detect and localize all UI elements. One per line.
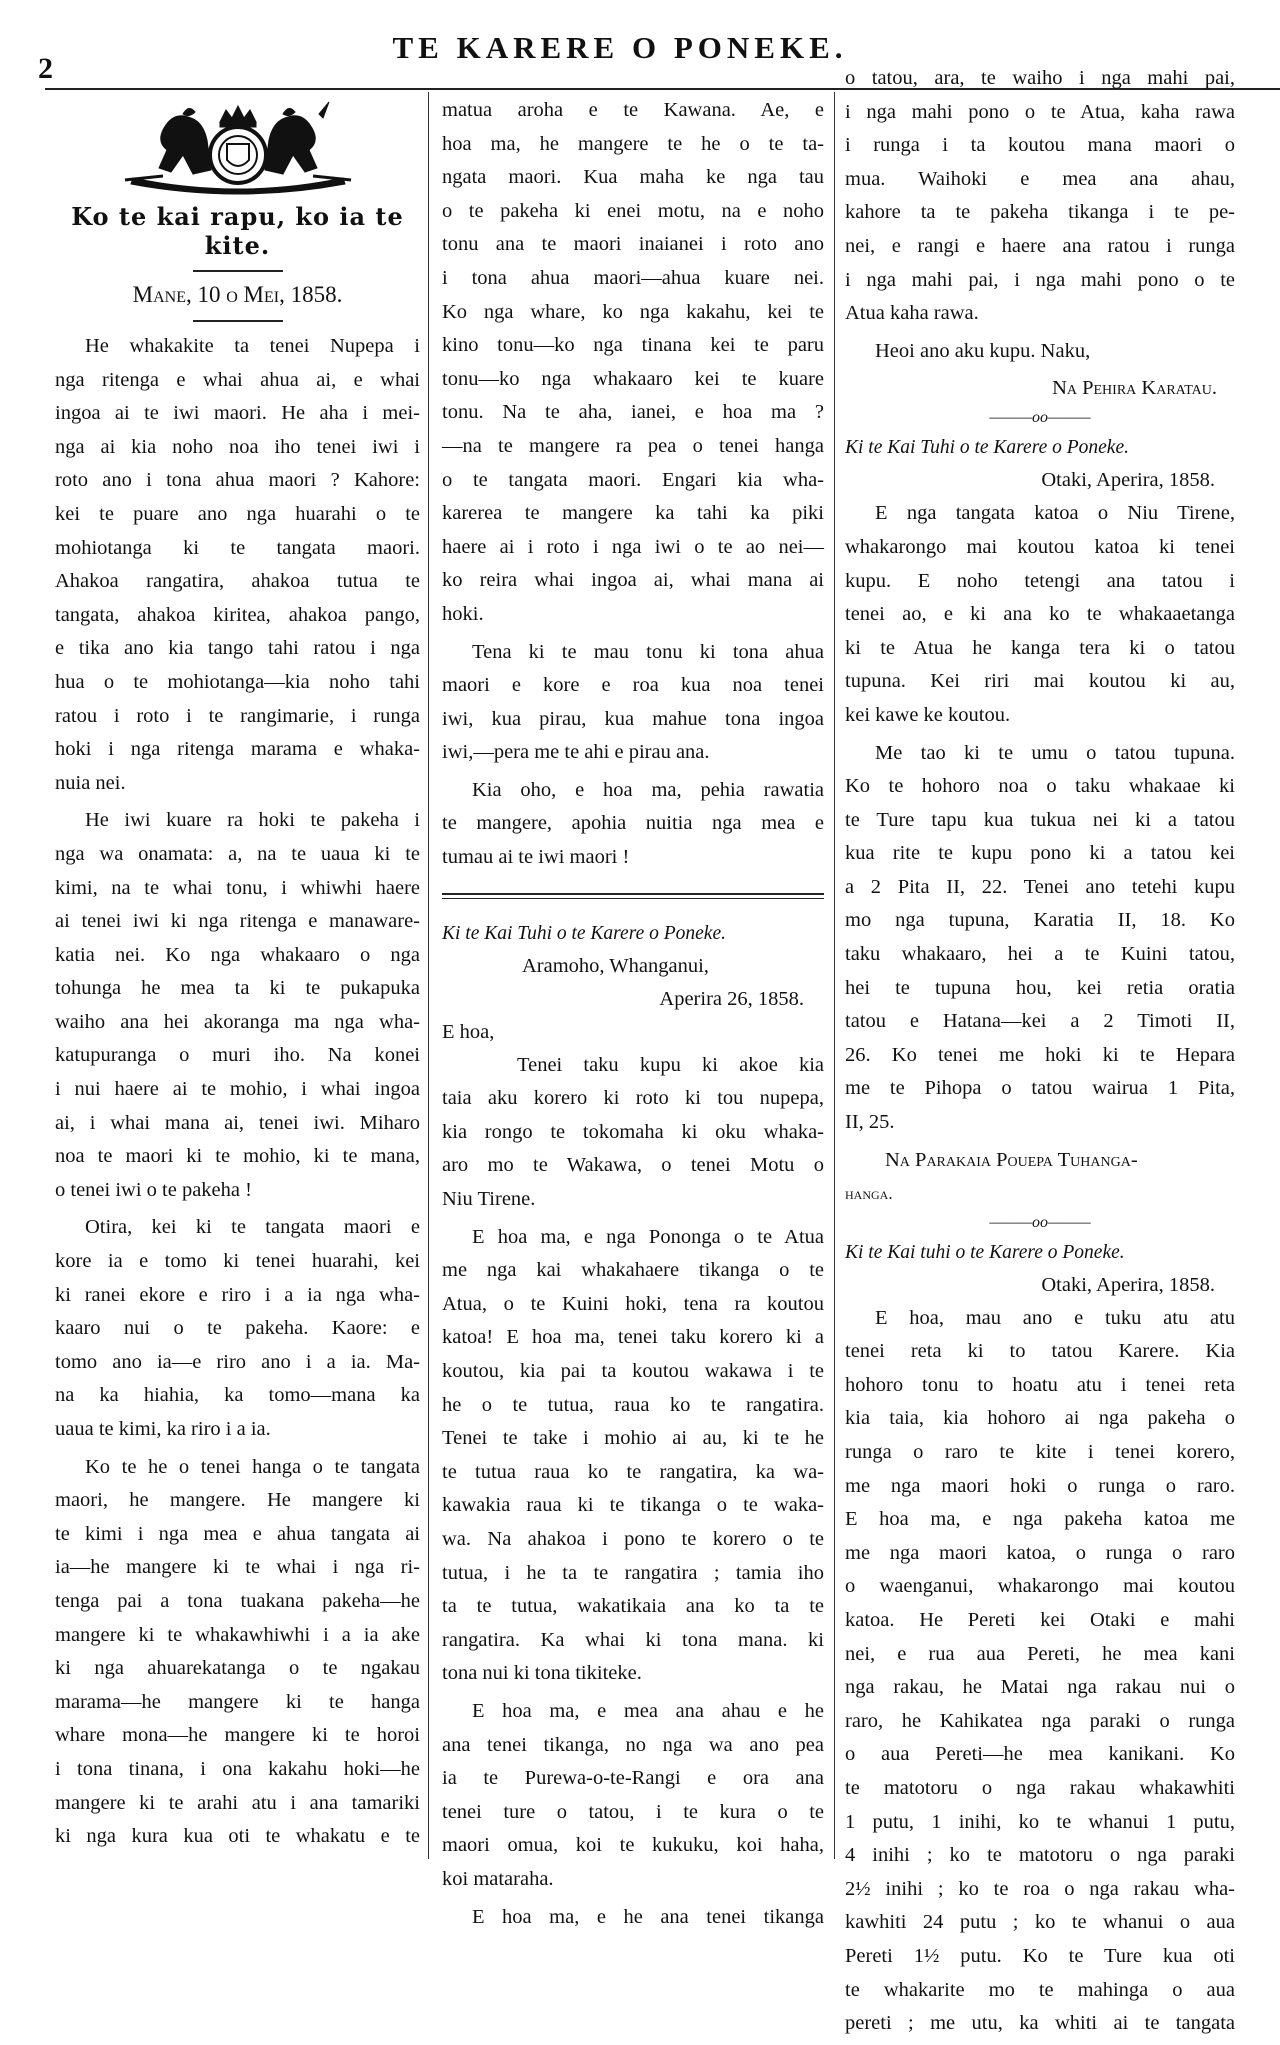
masthead-motto: Ko te kai rapu, ko ia te kite.: [71, 202, 404, 260]
text-line: wa. Na ahakoa i pono te korero o te: [442, 1527, 824, 1550]
text-line: tonu—ko nga whakaaro kei te kuare: [442, 367, 824, 390]
column-divider: [428, 92, 429, 1859]
text-line: te mangere, apohia nuitia nga mea e: [442, 812, 824, 835]
text-line: E hoa, mau ano e tuku atu atu: [875, 1306, 1235, 1329]
text-line: me nga maori katoa, o runga o raro: [845, 1541, 1235, 1564]
letter-signature: hanga.: [845, 1183, 893, 1203]
paragraph-gap: [55, 1854, 420, 1858]
column-divider: [834, 92, 835, 1859]
text-line: uaua te kimi, ka riro i a ia.: [55, 1418, 271, 1440]
text-line: i tona tinana, i ona kakahu hoki—he: [55, 1757, 420, 1780]
text-line: ratou i roto i te rangimarie, i runga: [55, 704, 420, 727]
text-line: tohunga he mea ta ki te pukapuka: [55, 977, 420, 1000]
article-paragraph: [442, 1221, 824, 1691]
text-line: hohoro tonu to hoatu atu i tenei reta: [845, 1373, 1235, 1396]
text-line: Atua, o te Kuini hoki, tena ra koutou: [442, 1292, 824, 1315]
masthead-title: TE KARERE O PONEKE.: [392, 30, 848, 65]
text-line: karerea te mangere ka tahi ka piki: [442, 502, 824, 525]
text-line: ki te Atua he kanga tera ki o tatou: [845, 636, 1235, 659]
text-line: 2½ inihi ; ko te roa o nga rakau wha-: [845, 1877, 1235, 1900]
paragraph-gap: [442, 875, 824, 879]
text-line: II, 25.: [845, 1111, 895, 1134]
text-line: nei, e rangi e haere ana ratou i runga: [845, 234, 1235, 257]
text-line: runga o raro te kite i tenei korero,: [845, 1441, 1235, 1463]
text-line: tomo ano ia—e riro ano i a ia. Ma-: [55, 1350, 420, 1373]
text-line: hei te tupuna hou, kei retia oratia: [845, 976, 1235, 999]
text-line: o aua Pereti—he mea kanikani. Ko: [845, 1743, 1235, 1766]
text-line: Ahakoa rangatira, ahakoa tutua te: [55, 570, 420, 593]
text-line: He iwi kuare ra hoki te pakeha i: [85, 809, 420, 832]
text-line: Tenei te take i mohio ai au, ki te he: [442, 1427, 824, 1450]
article-paragraph: [845, 1302, 1235, 2041]
text-line: me te Pihopa o tatou wairua 1 Pita,: [845, 1077, 1235, 1100]
text-line: te matotoru o nga rakau whakawhiti: [845, 1776, 1235, 1799]
page-number: 2: [38, 52, 53, 85]
paragraph-gap: [845, 2041, 1235, 2045]
letter-date: Otaki, Aperira, 1858.: [1041, 1273, 1215, 1296]
text-line: kei te puare ano nga huarahi o te: [55, 502, 420, 525]
article-paragraph: [845, 737, 1235, 1140]
text-line: me nga maori hoki o runga o raro.: [845, 1474, 1235, 1497]
text-line: haere ai i roto i nga iwi o te ao nei—: [442, 535, 824, 558]
text-line: mohiotanga ki te tangata maori.: [55, 536, 420, 559]
text-line: e tika ano kia tango tahi ratou i nga: [55, 637, 420, 660]
letter-signature: Na Parakaia Pouepa Tuhanga-: [885, 1148, 1138, 1171]
text-line: o tatou, ara, te waiho i nga mahi pai,: [845, 67, 1235, 89]
letter-place: Aramoho, Whanganui,: [522, 954, 709, 977]
section-ornament: ———oo———: [989, 1213, 1091, 1231]
text-line: E nga tangata katoa o Niu Tirene,: [875, 502, 1235, 525]
coat-of-arms-emblem: [55, 100, 420, 196]
coat-of-arms-icon: [123, 100, 353, 196]
text-line: pereti ; me utu, ka whiti ai te tangata: [845, 2012, 1235, 2035]
text-line: maori, he mangere. He mangere ki: [55, 1489, 420, 1512]
text-line: katupuranga o muri iho. Na konei: [55, 1044, 420, 1067]
text-line: mangere ki te whakawhiwhi i a ia ake: [55, 1623, 420, 1646]
text-line: 26. Ko tenei me hoki ki te Hepara: [845, 1043, 1235, 1066]
text-line: tonu ana te maori inaianei i roto ano: [442, 233, 824, 256]
article-paragraph: [55, 330, 420, 800]
text-line: nuia nei.: [55, 771, 126, 794]
article-paragraph: [845, 497, 1235, 732]
text-line: kore ia e tomo ki tenei huarahi, kei: [55, 1250, 420, 1273]
text-line: E hoa ma, e nga pakeha katoa me: [845, 1508, 1235, 1531]
text-line: hoki i nga ritenga marama e whaka-: [55, 738, 420, 761]
text-line: me nga kai whakahaere tikanga o te: [442, 1259, 824, 1282]
article-paragraph: [845, 335, 1235, 369]
text-line: kia rongo te tokomaha ki oku whaka-: [442, 1120, 824, 1143]
text-line: noa te maori ki te mohio, ki te mana,: [55, 1145, 420, 1168]
text-line: tutua, i he ta te rangatira ; tamia iho: [442, 1561, 824, 1584]
text-line: whare mona—he mangere ki te horoi: [55, 1724, 420, 1747]
text-line: kawakia raua ki te tikanga o te waka-: [442, 1494, 824, 1517]
text-line: tumau ai te iwi maori !: [442, 846, 630, 869]
text-line: roto ano i tona ahua maori ? Kahore:: [55, 469, 420, 492]
text-line: Tenei taku kupu ki akoe kia: [517, 1053, 824, 1076]
text-line: tenei reta ki to tatou Karere. Kia: [845, 1340, 1235, 1363]
text-line: Tena ki te mau tonu ki tona ahua: [472, 640, 824, 663]
text-line: whakarongo mai koutou katoa ki tenei: [845, 535, 1235, 558]
text-line: nga rakau, he Matai nga rakau nui o: [845, 1676, 1235, 1699]
article-paragraph: [442, 636, 824, 770]
text-line: maori e kore e roa kua noa tenei: [442, 674, 824, 697]
text-line: kaaro nui o te pakeha. Kaore: e: [55, 1317, 420, 1340]
text-line: mua. Waihoki e mea ana ahau,: [845, 167, 1235, 190]
text-line: Kia oho, e hoa ma, pehia rawatia: [472, 778, 824, 801]
text-line: 4 inihi ; ko te matotoru o nga paraki: [845, 1844, 1235, 1867]
text-line: ia te Purewa-o-te-Rangi e ora ana: [442, 1767, 824, 1790]
text-line: kua rite te kupu pono ki a tatou kei: [845, 842, 1235, 865]
text-line: Ko te hohoro noa o taku whakaae ki: [845, 775, 1235, 798]
article-paragraph: [55, 1211, 420, 1446]
text-line: kupu. E noho tetengi ana tatou i: [845, 569, 1235, 592]
column-2: [442, 94, 824, 1938]
text-line: na ka hiahia, ka tomo—mana ka: [55, 1384, 420, 1407]
text-line: Heoi ano aku kupu. Naku,: [875, 339, 1091, 362]
text-line: E hoa ma, e nga Pononga o te Atua: [472, 1225, 824, 1248]
text-line: i nga mahi pai, i nga mahi pono o te: [845, 268, 1235, 291]
text-line: i nui haere ai te mohio, i whai ingoa: [55, 1078, 420, 1101]
article-paragraph: [55, 804, 420, 1207]
text-line: ai tenei iwi ki nga ritenga e manaware-: [55, 910, 420, 933]
text-line: te kimi i nga mea e ahua tangata ai: [55, 1522, 420, 1545]
text-line: te whakarite mo te mahinga o aua: [845, 1978, 1235, 2001]
text-line: o tenei iwi o te pakeha !: [55, 1178, 252, 1201]
article-paragraph: [845, 62, 1235, 331]
text-line: nga wa onamata: a, na te uaua ki te: [55, 842, 420, 865]
text-line: katoa. He Pereti kei Otaki e mahi: [845, 1608, 1235, 1631]
letter-salutation: E hoa,: [442, 1020, 495, 1043]
text-line: mo nga tupuna, Karatia II, 18. Ko: [845, 909, 1235, 932]
text-line: te tutua raua ko te rangatira, ka wa-: [442, 1460, 824, 1483]
article-paragraph: [442, 94, 824, 632]
article-paragraph: [442, 1695, 824, 1897]
text-line: aro mo te Wakawa, o tenei Motu o: [442, 1154, 824, 1177]
text-line: ta te tutua, wakatikaia ana ko ta te: [442, 1595, 824, 1618]
text-line: matua aroha e te Kawana. Ae, e: [442, 99, 824, 121]
text-line: nga ritenga e whai ahua ai, e whai: [55, 368, 420, 391]
text-line: mangere ki te arahi atu i ana tamariki: [55, 1791, 420, 1814]
article-paragraph: [442, 1049, 824, 1217]
text-line: kimi, na te whai tonu, i whiwhi haere: [55, 876, 420, 899]
text-line: ingoa ai te iwi maori. He aha i mei-: [55, 402, 420, 425]
text-line: ki nga ahuarekatanga o te ngakau: [55, 1657, 420, 1680]
letter-signature: Na Pehira Karatau.: [1052, 377, 1217, 400]
article-paragraph: [442, 774, 824, 875]
text-line: 1 putu, 1 inihi, ko te whanui 1 putu,: [845, 1810, 1235, 1833]
letter-heading: Ki te Kai Tuhi o te Karere o Poneke.: [845, 437, 1129, 459]
text-line: taku whakaaro, hei a te Kuini tatou,: [845, 943, 1235, 966]
text-line: te Ture tapu kua tukua nei ki a tatou: [845, 808, 1235, 831]
paragraph-gap: [442, 1934, 824, 1938]
text-line: rangatira. Ka whai ki tona mana. ki: [442, 1628, 824, 1651]
text-line: raro, he Kahikatea nga paraki o runga: [845, 1709, 1235, 1732]
letter-heading: Ki te Kai Tuhi o te Karere o Poneke.: [442, 922, 726, 944]
text-line: ki nga kura kua oti te whakatu e te: [55, 1825, 420, 1848]
text-line: o te pakeha ki enei motu, na e noho: [442, 199, 824, 222]
text-line: hoki.: [442, 602, 484, 625]
text-line: katia nei. Ko nga whakaaro o nga: [55, 943, 420, 966]
letter-date: Otaki, Aperira, 1858.: [1041, 469, 1215, 492]
text-line: he o te tutua, raua ko te rangatira.: [442, 1393, 824, 1416]
text-line: ia—he mangere ki te whai i nga ri-: [55, 1556, 420, 1579]
text-line: tangata, ahakoa kiritea, ahakoa pango,: [55, 603, 420, 626]
text-line: E hoa ma, e mea ana ahau e he: [472, 1699, 824, 1722]
text-line: o te tangata maori. Engari kia wha-: [442, 468, 824, 491]
text-line: ko reira whai ingoa ai, whai mana ai: [442, 569, 824, 592]
text-line: iwi,—pera me te ahi e pirau ana.: [442, 741, 710, 764]
text-line: waiho ana hei akoranga ma nga wha-: [55, 1010, 420, 1033]
text-line: ki ranei ekore e riro i a ia nga wha-: [55, 1283, 420, 1306]
text-line: tupuna. Kei riri mai koutou ki au,: [845, 670, 1235, 693]
text-line: E hoa ma, e he ana tenei tikanga: [472, 1905, 824, 1928]
article-paragraph: [55, 1451, 420, 1854]
text-line: kahore ta te pakeha tikanga i te pe-: [845, 201, 1235, 224]
column-1: [55, 98, 420, 1858]
text-line: marama—he mangere ki te hanga: [55, 1690, 420, 1713]
text-line: koi mataraha.: [442, 1867, 554, 1890]
text-line: tenei ture o tatou, i te kura o te: [442, 1800, 824, 1823]
text-line: Niu Tirene.: [442, 1188, 536, 1211]
text-line: i nga mahi pono o te Atua, kaha rawa: [845, 100, 1235, 123]
text-line: Me tao ki te umu o tatou tupuna.: [875, 741, 1235, 764]
text-line: i tona ahua maori—ahua kuare nei.: [442, 266, 824, 289]
text-line: hua o te mohiotanga—kia noho tahi: [55, 670, 420, 693]
column-3: [845, 62, 1235, 2045]
letter-heading: Ki te Kai tuhi o te Karere o Poneke.: [845, 1241, 1125, 1263]
text-line: Atua kaha rawa.: [845, 302, 979, 325]
section-ornament: ———oo———: [989, 409, 1091, 427]
text-line: Ko te he o tenei hanga o te tangata: [85, 1455, 420, 1478]
text-line: nei, e rua aua Pereti, he mea kani: [845, 1642, 1235, 1665]
text-line: tona nui ki tona tikiteke.: [442, 1662, 642, 1685]
text-line: Ko nga whare, ko nga kakahu, kei te: [442, 300, 824, 323]
short-rule: [193, 320, 283, 322]
text-line: ngata maori. Kua maha ke nga tau: [442, 166, 824, 189]
text-line: —na te mangere ra pea o tenei hanga: [442, 434, 824, 457]
text-line: Otira, kei ki te tangata maori e: [85, 1216, 420, 1239]
text-line: koutou, kia pai ta koutou wakawa i te: [442, 1360, 824, 1382]
text-line: hoa ma, he mangere te he o te ta-: [442, 132, 824, 155]
text-line: kawhiti 24 putu ; ko te whanui o aua: [845, 1911, 1235, 1934]
text-line: i runga i ta koutou mana maori o: [845, 134, 1235, 157]
text-line: kei kawe ke koutou.: [845, 703, 1011, 726]
text-line: tenei ao, e ki ana ko te whakaaetanga: [845, 603, 1235, 626]
text-line: He whakakite ta tenei Nupepa i: [85, 335, 420, 357]
text-line: taia aku korero ki roto ki tou nupepa,: [442, 1087, 824, 1110]
double-rule: [442, 893, 824, 899]
text-line: a 2 Pita II, 22. Tenei ano tetehi kupu: [845, 875, 1235, 898]
text-line: iwi, kua pirau, kua mahue tona ingoa: [442, 707, 824, 730]
text-line: katoa! E hoa ma, tenei taku korero ki a: [442, 1326, 824, 1349]
text-line: tonu. Na te aha, ianei, e hoa ma ?: [442, 401, 824, 424]
text-line: maori omua, koi te kukuku, koi haha,: [442, 1834, 824, 1857]
issue-dateline: Mane, 10 o Mei, 1858.: [132, 282, 343, 307]
article-paragraph: [442, 1901, 824, 1935]
text-line: tatou e Hatana—kei a 2 Timoti II,: [845, 1010, 1235, 1033]
text-line: ana tenei tikanga, no nga wa ano pea: [442, 1733, 824, 1756]
text-line: nga ai kia noho noa iho tenei iwi i: [55, 435, 420, 458]
text-line: ai, i whai mana ai, tenei iwi. Miharo: [55, 1111, 420, 1134]
text-line: Pereti 1½ putu. Ko te Ture kua oti: [845, 1944, 1235, 1967]
short-rule: [193, 270, 283, 272]
text-line: tenga pai a tona tuakana pakeha—he: [55, 1589, 420, 1612]
letter-date: Aperira 26, 1858.: [659, 987, 804, 1010]
text-line: kia taia, kia hohoro ai nga pakeha o: [845, 1407, 1235, 1430]
text-line: o waenganui, whakarongo mai koutou: [845, 1575, 1235, 1598]
text-line: kino tonu—ko nga tinana kei te paru: [442, 334, 824, 357]
